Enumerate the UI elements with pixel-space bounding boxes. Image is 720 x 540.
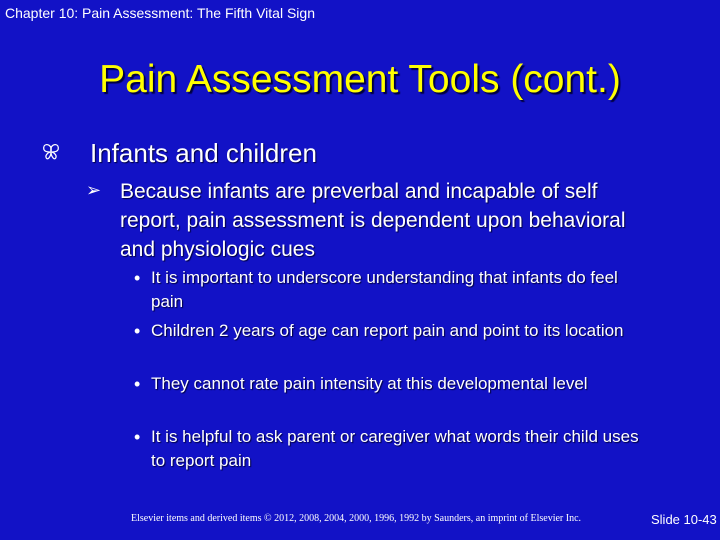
slide-number: Slide 10-43 (651, 512, 717, 527)
copyright-footer: Elsevier items and derived items © 2012, 2008, 2004, 2000, 1996, 1992 by Saunders, an imprint of Elsevier Inc. (131, 513, 582, 524)
level1-text: Infants and children (90, 138, 317, 168)
level3-text: It is helpful to ask parent or caregiver what words their child uses to report pain (151, 427, 639, 470)
level3-text: They cannot rate pain intensity at this developmental level (151, 374, 588, 393)
bullet-dot-icon: • (134, 374, 141, 394)
arrow-icon: ➢ (86, 180, 102, 200)
slide-title: Pain Assessment Tools (cont.) (99, 58, 621, 101)
bullet-dot-icon: • (134, 427, 141, 447)
chapter-header: Chapter 10: Pain Assessment: The Fifth Vital Sign (5, 5, 315, 21)
level3-text: Children 2 years of age can report pain and point to its location (151, 321, 624, 340)
bullet-dot-icon: • (134, 268, 141, 288)
level3-text: It is important to underscore understanding that infants do feel pain (151, 268, 618, 311)
level2-text: Because infants are preverbal and incapable of self report, pain assessment is dependent upon behavioral and physiologic cues (120, 180, 626, 261)
butterfly-icon (42, 143, 60, 161)
bullet-dot-icon: • (134, 321, 141, 341)
